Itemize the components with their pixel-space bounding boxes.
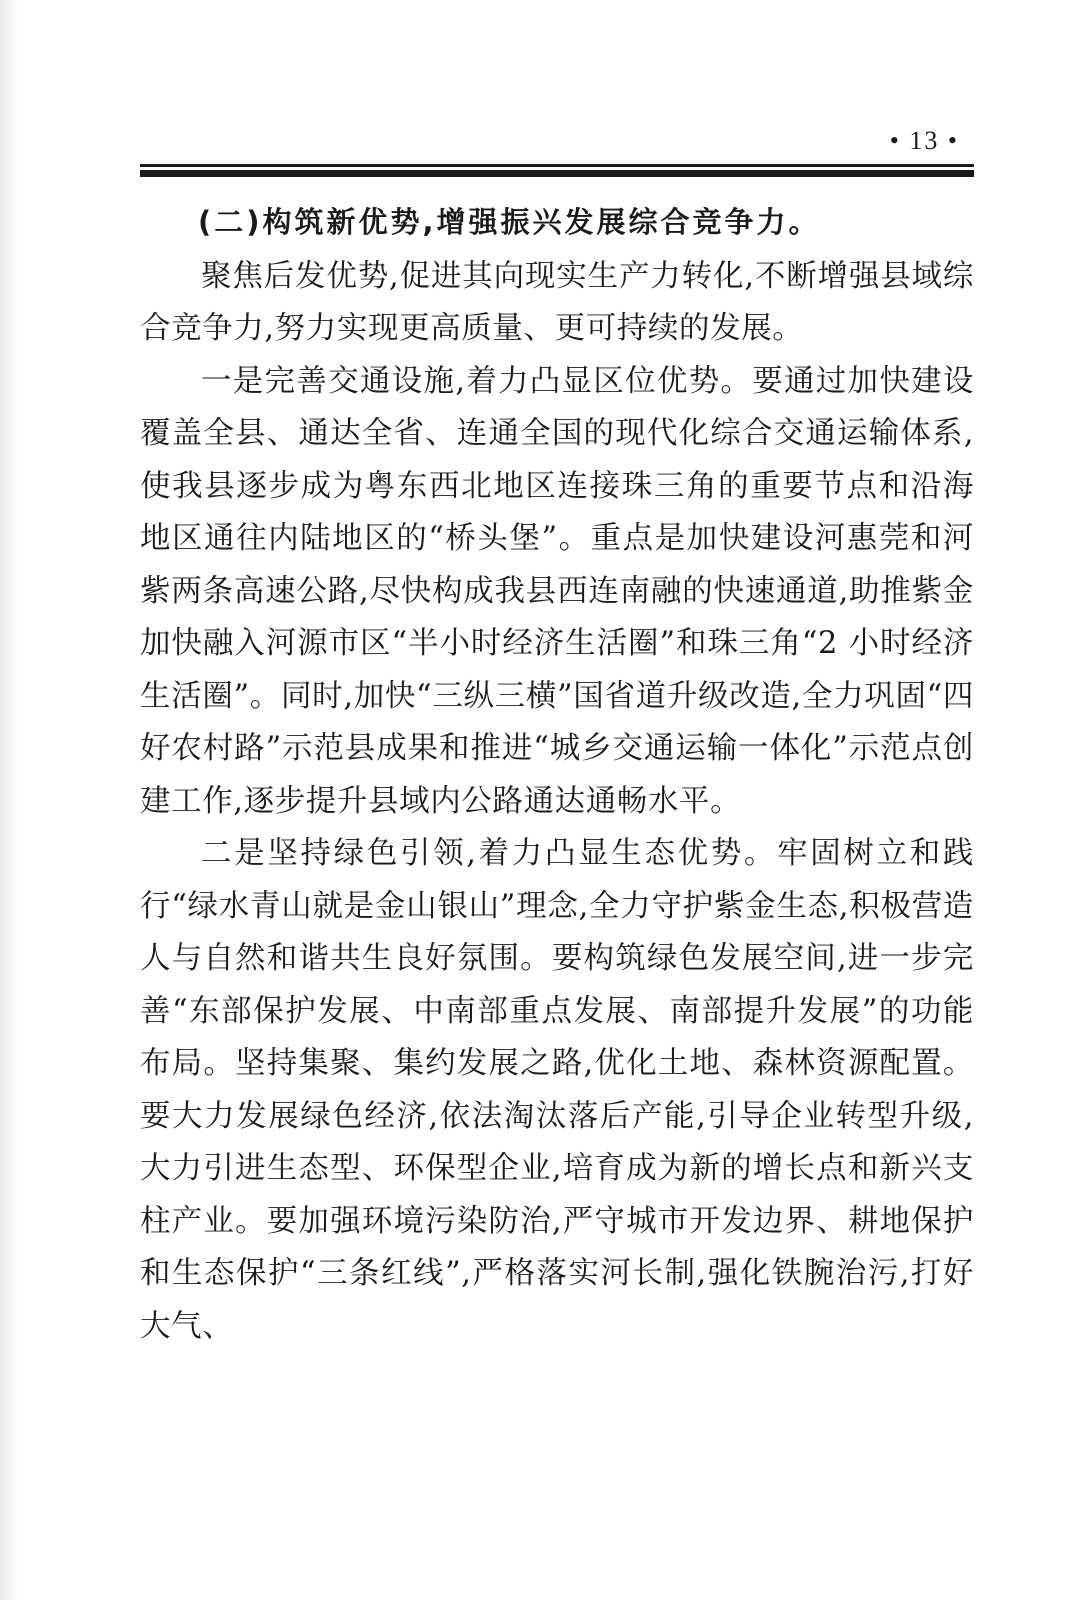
header-rule — [140, 164, 974, 177]
page-content — [140, 196, 974, 1353]
page-number: • 13 • — [889, 126, 959, 155]
paragraph-transport: 一是完善交通设施,着力凸显区位优势。要通过加快建设覆盖全县、通达全省、连通全国的现代化综合交通运输体系,使我县逐步成为粤东西北地区连接珠三角的重要节点和沿海地区通往内陆地区的“桥头堡”。重点是加快建设河惠莞和河紫两条高速公路,尽快构成我县西连南融的快速通道,助推紫金加快融入河源市区“半小时经济生活圈”和珠三角“2 小时经济生活圈”。同时,加快“三纵三横”国省道升级改造,全力巩固“四好农村路”示范县成果和推进“城乡交通运输一体化”示范点创建工作,逐步提升县域内公路通达通畅水平。 — [140, 363, 974, 819]
paragraph-intro: 聚焦后发优势,促进其向现实生产力转化,不断增强县域综合竞争力,努力实现更高质量、更可持续的发展。 — [140, 258, 974, 346]
section-heading: (二)构筑新优势,增强振兴发展综合竞争力。 — [198, 205, 821, 239]
paragraph-ecology: 二是坚持绿色引领,着力凸显生态优势。牢固树立和践行“绿水青山就是金山银山”理念,全力守护紫金生态,积极营造人与自然和谐共生良好氛围。要构筑绿色发展空间,进一步完善“东部保护发展、中南部重点发展、南部提升发展”的功能布局。坚持集聚、集约发展之路,优化土地、森林资源配置。要大力发展绿色经济,依法淘汰落后产能,引导企业转型升级,大力引进生态型、环保型企业,培育成为新的增长点和新兴支柱产业。要加强环境污染防治,严守城市开发边界、耕地保护和生态保护“三条红线”,严格落实河长制,强化铁腕治污,打好大气、 — [140, 836, 974, 1344]
header-rule-thick — [140, 170, 974, 177]
scan-edge — [0, 0, 18, 1600]
